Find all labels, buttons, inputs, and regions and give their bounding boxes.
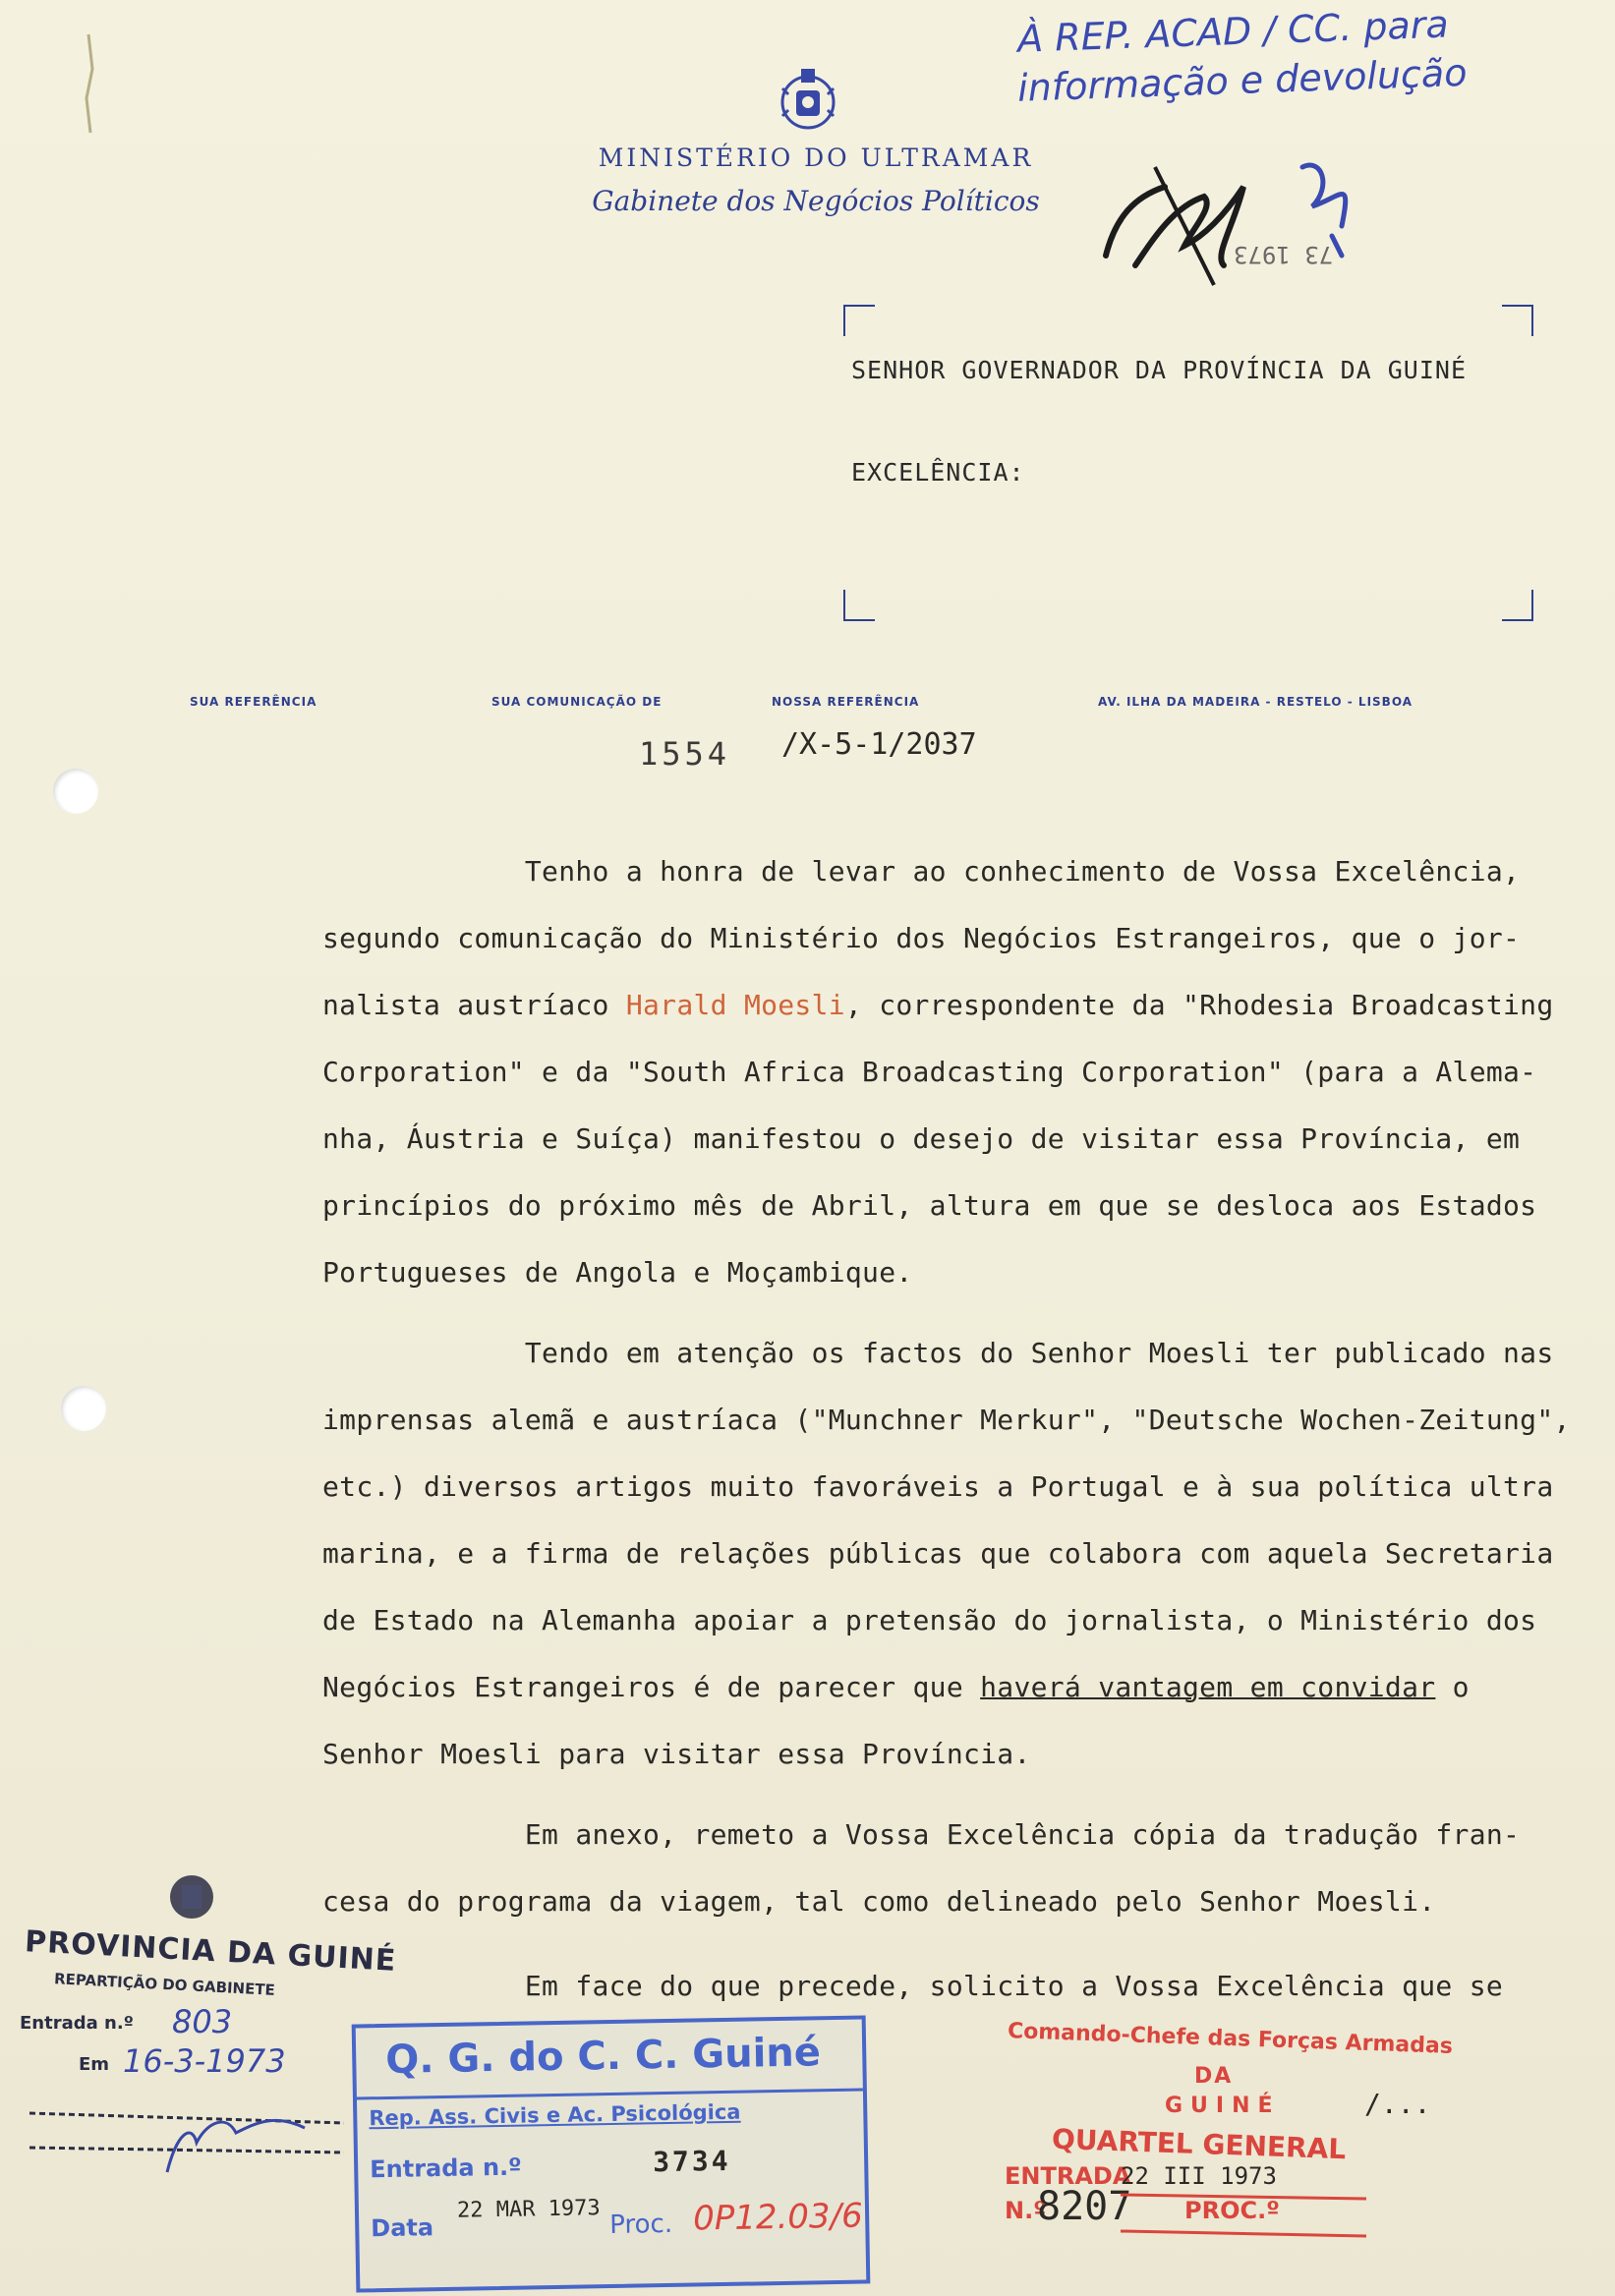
paper-tear-mark (69, 29, 108, 138)
underlined-text: haverá vantagem em convidar (980, 1671, 1436, 1703)
received-date: 73 1973 (1234, 241, 1334, 268)
body-line: Senhor Moesli para visitar essa Província. (322, 1738, 1031, 1770)
stamp-provincia-entrada-label: Entrada n.º (20, 2013, 134, 2034)
address-bracket (1502, 590, 1533, 621)
stamp-qg-proc-value: 0P12.03/6 (692, 2196, 864, 2239)
stamp-provincia-title: PROVINCIA DA GUINÉ (24, 1924, 398, 1979)
annotation-line-1: À REP. ACAD / CC. para (1016, 2, 1450, 61)
office-name: Gabinete dos Negócios Políticos (592, 185, 1040, 217)
body-line: marina, e a firma de relações públicas que colabora com aquela Secretaria (322, 1537, 1554, 1570)
stamp-provincia-em-date: 16-3-1973 (123, 2042, 286, 2080)
continuation-mark: /... (1364, 2088, 1431, 2120)
stamp-provincia-em-label: Em (79, 2054, 110, 2075)
label-nossa-referencia: NOSSA REFERÊNCIA (772, 695, 920, 709)
body-line: Em anexo, remeto a Vossa Excelência cópia da tradução fran- (322, 1818, 1521, 1851)
stamp-provincia-subtitle: REPARTIÇÃO DO GABINETE (53, 1970, 276, 1999)
label-address: AV. ILHA DA MADEIRA - RESTELO - LISBOA (1098, 695, 1413, 709)
label-sua-comunicacao: SUA COMUNICAÇÃO DE (491, 695, 663, 709)
body-text: nalista austríaco (322, 989, 626, 1021)
stamp-qg-proc-label: Proc. (609, 2209, 673, 2241)
stamp-qg-data-value: 22 MAR 1973 (456, 2196, 601, 2223)
body-line (322, 989, 1554, 1021)
ministry-name: MINISTÉRIO DO ULTRAMAR (598, 144, 1034, 172)
handwritten-signature (1096, 147, 1371, 295)
stamp-qg-data-label: Data (371, 2213, 434, 2243)
reference-number: 1554 (639, 735, 731, 773)
stamp-qg-entrada-no: 3734 (652, 2144, 731, 2179)
recipient-address: SENHOR GOVERNADOR DA PROVÍNCIA DA GUINÉ (851, 356, 1467, 384)
provincia-crest-icon (162, 1867, 221, 1926)
stamp-comando-entrada-date: 22 III 1973 (1121, 2162, 1277, 2190)
punch-hole (53, 769, 98, 814)
reference-code: /X-5-1/2037 (781, 727, 977, 762)
address-bracket (843, 305, 875, 336)
body-text: Negócios Estrangeiros é de parecer que (322, 1671, 981, 1703)
stamp-qg-entrada-label: Entrada n.º (369, 2152, 522, 2184)
stamp-provincia-entrada-no: 803 (172, 2003, 233, 2040)
stamp-comando-line2: DA (1194, 2064, 1234, 2089)
body-line: cesa do programa da viagem, tal como delineado pelo Senhor Moesli. (322, 1885, 1436, 1918)
body-line: nha, Áustria e Suíça) manifestou o desejo de visitar essa Província, em (322, 1122, 1521, 1155)
highlighted-name: Harald Moesli (625, 989, 845, 1021)
coat-of-arms-icon (769, 59, 847, 138)
body-line: Tenho a honra de levar ao conhecimento de Vossa Excelência, (322, 855, 1521, 888)
stamp-signature (20, 2074, 354, 2182)
handwritten-annotation (1016, 2, 1568, 110)
label-sua-referencia: SUA REFERÊNCIA (190, 695, 317, 709)
stamp-qg-dept: Rep. Ass. Civis e Ac. Psicológica (369, 2099, 741, 2131)
stamp-comando-entrada-label: ENTRADA (1005, 2162, 1131, 2190)
body-line: Tendo em atenção os factos do Senhor Moesli ter publicado nas (322, 1337, 1554, 1369)
body-line: de Estado na Alemanha apoiar a pretensão do jornalista, o Ministério dos (322, 1604, 1537, 1636)
stamp-comando-n-label: N.º (1005, 2197, 1047, 2224)
stamp-comando-line4: QUARTEL GENERAL (1051, 2122, 1347, 2166)
body-line: segundo comunicação do Ministério dos Negócios Estrangeiros, que o jor- (322, 922, 1521, 954)
body-line: Em face do que precede, solicito a Vossa Excelência que se (322, 1970, 1504, 2002)
punch-hole (61, 1386, 106, 1431)
body-text: , correspondente da "Rhodesia Broadcasting (844, 989, 1554, 1021)
stamp-divider (357, 2089, 863, 2100)
salutation: EXCELÊNCIA: (851, 458, 1025, 487)
body-line: Portugueses de Angola e Moçambique. (322, 1256, 913, 1289)
body-text: o (1435, 1671, 1470, 1703)
body-line (322, 1671, 1470, 1703)
body-line: imprensas alemã e austríaca ("Munchner Merkur", "Deutsche Wochen-Zeitung", (322, 1404, 1571, 1436)
address-bracket (843, 590, 875, 621)
address-bracket (1502, 305, 1533, 336)
body-line: Corporation" e da "South Africa Broadcasting Corporation" (para a Alema- (322, 1056, 1537, 1088)
stamp-comando-line1: Comando-Chefe das Forças Armadas (1007, 2019, 1454, 2059)
body-line: princípios do próximo mês de Abril, altura em que se desloca aos Estados (322, 1189, 1537, 1222)
stamp-qg-title: Q. G. do C. C. Guiné (384, 2030, 822, 2083)
stamp-comando-proc-label: PROC.º (1184, 2197, 1280, 2224)
stamp-comando-line3: GUINÉ (1165, 2094, 1281, 2118)
annotation-line-2: informação e devolução (1016, 50, 1469, 110)
stamp-comando-n-value: 8207 (1037, 2184, 1132, 2229)
body-line: etc.) diversos artigos muito favoráveis a Portugal e à sua política ultra (322, 1470, 1554, 1503)
stamp-underlines (1003, 2187, 1376, 2246)
stamp-qg (352, 2015, 871, 2292)
